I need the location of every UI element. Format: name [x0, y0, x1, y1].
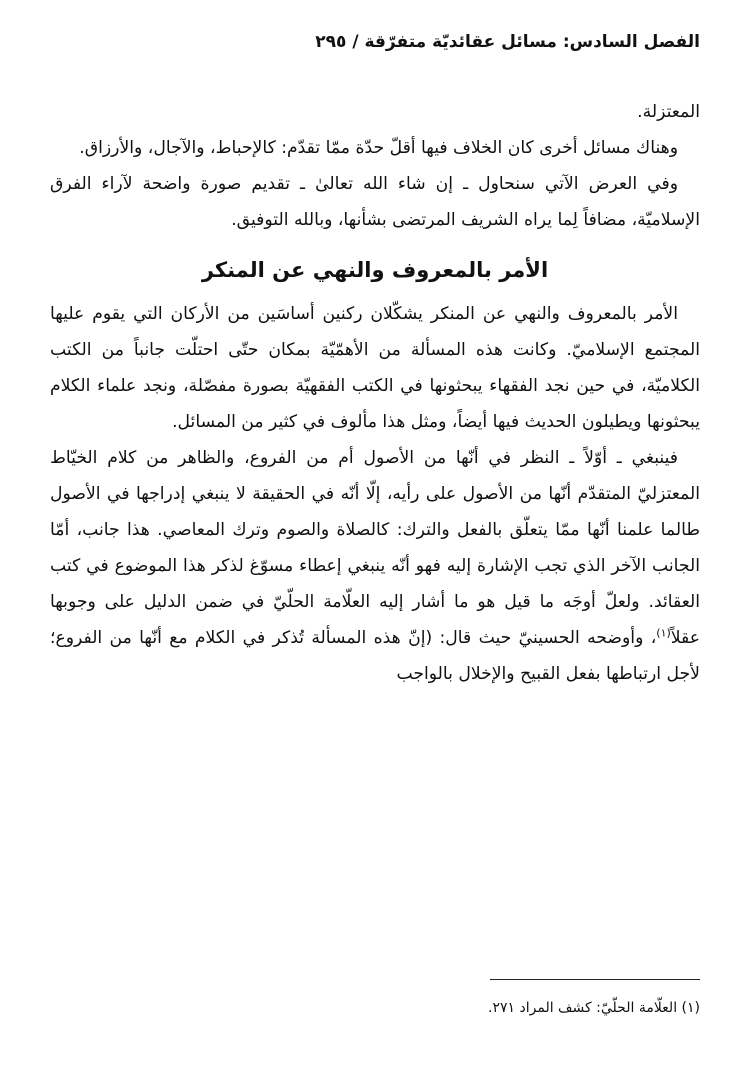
paragraph: وفي العرض الآتي سنحاول ـ إن شاء الله تعالىٰ ـ تقديم صورة واضحة لآراء الفرق الإسلاميّة، مضافاً لِما يراه الشريف المرتضى بشأنها، وبالله التوفيق. — [50, 174, 700, 230]
running-head: الفصل السادس: مسائل عقائديّة متفرّقة / ٢٩٥ — [315, 32, 700, 52]
paragraph-text: فينبغي ـ أوّلاً ـ النظر في أنّها من الأصول أم من الفروع، والظاهر من كلام الخيّاط المعتزليّ المتقدّم أنّها من الأصول على رأيه، إلّا أنّه في الحقيقة لا ينبغي إدراجها في الأصول طالما علمنا أنّها ممّا يتعلّق بالفعل والترك: كالصلاة والصوم وترك المعاصي. هذا جانب، أمّا الجانب الآخر الذي تجب الإشارة إليه فهو أنّه ينبغي إعطاء مسوّغ لذكر هذا الموضوع في كتب العقائد. ولعلّ أوجَه ما قيل هو ما أشار إليه العلّامة الحلّيّ في ضمن الدليل على وجوبها عقلاً — [50, 448, 700, 648]
main-text — [50, 94, 700, 692]
paragraph-text: ، وأوضحه الحسينيّ حيث قال: (إنّ هذه المسألة تُذكر في الكلام مع أنّها من الفروع؛ لأجل ارتباطها بفعل القبيح والإخلال بالواجب — [50, 628, 700, 684]
paragraph: الأمر بالمعروف والنهي عن المنكر يشكّلان ركنين أساسَين من الأركان التي يقوم عليها المجتمع الإسلاميّ. وكانت هذه المسألة من الأهمّيّة بمكان حتّى احتلّت جانباً من الكتب الكلاميّة، في حين نجد الفقهاء يبحثونها في الكتب الفقهيّة بصورة مفصّلة، ونجد علماء الكلام يبحثونها ويطيلون الحديث فيها أيضاً، ومثل هذا مألوف في كثير من المسائل. — [50, 304, 700, 432]
footnote: (١) العلّامة الحلّيّ: كشف المراد ٢٧١. — [488, 1000, 700, 1016]
paragraph: وهناك مسائل أخرى كان الخلاف فيها أقلّ حدّة ممّا تقدّم: كالإحباط، والآجال، والأرزاق. — [79, 138, 678, 158]
paragraph: المعتزلة. — [637, 102, 700, 122]
section-heading: الأمر بالمعروف والنهي عن المنكر — [201, 258, 549, 282]
footnote-reference[interactable]: (١) — [656, 626, 671, 640]
paragraph — [50, 440, 700, 692]
footnote-separator — [490, 979, 700, 980]
book-page — [50, 22, 700, 1062]
